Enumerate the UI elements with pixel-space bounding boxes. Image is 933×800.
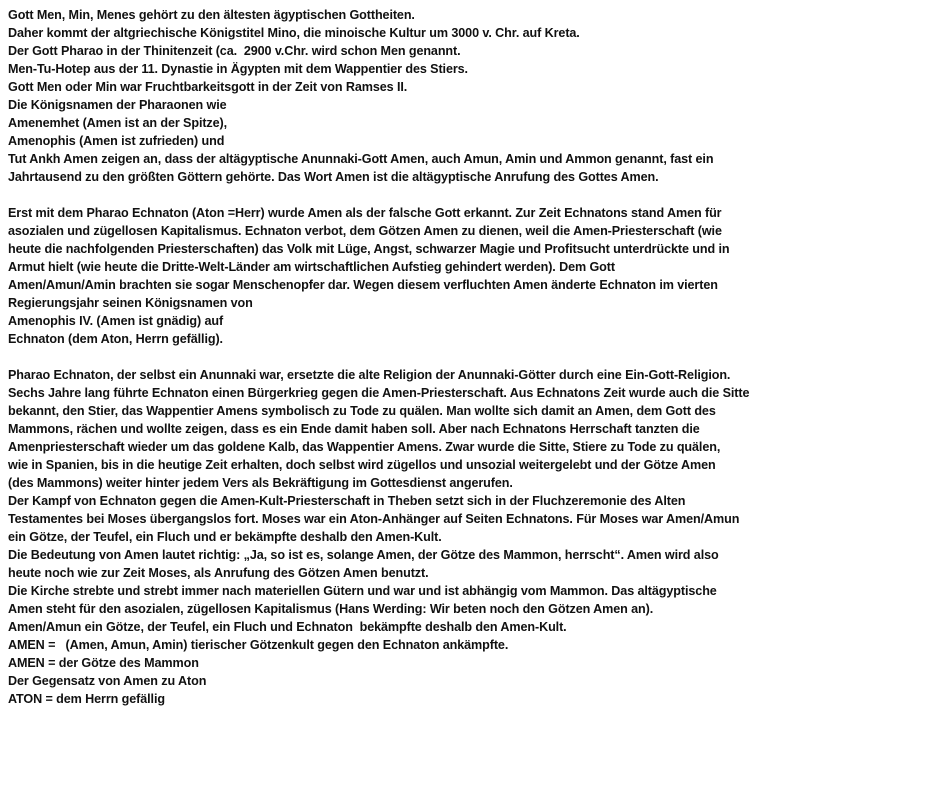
text-line: Armut hielt (wie heute die Dritte-Welt-Länder am wirtschaftlichen Aufstieg gehindert werden). Dem Gott (8, 260, 615, 274)
paragraph-2 (8, 204, 923, 348)
text-line: Jahrtausend zu den größten Göttern gehörte. Das Wort Amen ist die altägyptische Anrufung des Gottes Amen. (8, 170, 659, 184)
text-line: Men-Tu-Hotep aus der 11. Dynastie in Ägypten mit dem Wappentier des Stiers. (8, 62, 468, 76)
text-line: Der Gott Pharao in der Thinitenzeit (ca. 2900 v.Chr. wird schon Men genannt. (8, 44, 461, 58)
text-line: Gott Men oder Min war Fruchtbarkeitsgott in der Zeit von Ramses II. (8, 80, 408, 94)
text-line: Sechs Jahre lang führte Echnaton einen Bürgerkrieg gegen die Amen-Priesterschaft. Aus Echnatons Zeit wurde auch die Sitte (8, 386, 750, 400)
text-line: Regierungsjahr seinen Königsnamen von (8, 296, 253, 310)
text-line: Der Gegensatz von Amen zu Aton (8, 674, 207, 688)
text-line: Der Kampf von Echnaton gegen die Amen-Kult-Priesterschaft in Theben setzt sich in der Fluchzeremonie des Alten (8, 494, 686, 508)
text-line: heute noch wie zur Zeit Moses, als Anrufung des Götzen Amen benutzt. (8, 566, 429, 580)
text-line: heute die nachfolgenden Priesterschaften) das Volk mit Lüge, Angst, schwarzer Magie und Profitsucht unterdrückte und in (8, 242, 730, 256)
text-line: ein Götze, der Teufel, ein Fluch und er bekämpfte deshalb den Amen-Kult. (8, 530, 442, 544)
text-line: Daher kommt der altgriechische Königstitel Mino, die minoische Kultur um 3000 v. Chr. auf Kreta. (8, 26, 580, 40)
text-line: Die Königsnamen der Pharaonen wie (8, 98, 227, 112)
paragraph-spacer (8, 348, 923, 366)
text-line: ATON = dem Herrn gefällig (8, 692, 165, 706)
paragraph-3 (8, 366, 923, 708)
text-line: bekannt, den Stier, das Wappentier Amens symbolisch zu Tode zu quälen. Man wollte sich damit an Amen, dem Gott des (8, 404, 716, 418)
text-line: AMEN = der Götze des Mammon (8, 656, 199, 670)
text-line: Amenemhet (Amen ist an der Spitze), (8, 116, 228, 130)
paragraph-spacer (8, 186, 923, 204)
text-line: Pharao Echnaton, der selbst ein Anunnaki war, ersetzte die alte Religion der Anunnaki-Götter durch eine Ein-Gott-Religion. (8, 368, 731, 382)
text-line: Tut Ankh Amen zeigen an, dass der altägyptische Anunnaki-Gott Amen, auch Amun, Amin und Ammon genannt, fast ein (8, 152, 714, 166)
text-line: Amenophis IV. (Amen ist gnädig) auf (8, 314, 224, 328)
text-line: Gott Men, Min, Menes gehört zu den ältesten ägyptischen Gottheiten. (8, 8, 415, 22)
text-line: Die Kirche strebte und strebt immer nach materiellen Gütern und war und ist abhängig vom Mammon. Das altägyptische (8, 584, 717, 598)
text-line: Amen/Amun/Amin brachten sie sogar Menschenopfer dar. Wegen diesem verfluchten Amen änderte Echnaton im vierten (8, 278, 718, 292)
text-line: Testamentes bei Moses übergangslos fort. Moses war ein Aton-Anhänger auf Seiten Echnatons. Für Moses war Amen/Amun (8, 512, 740, 526)
text-line: wie in Spanien, bis in die heutige Zeit erhalten, doch selbst wird zügellos und unsozial weitergelebt und der Götze Amen (8, 458, 716, 472)
text-line: Amen steht für den asozialen, zügellosen Kapitalismus (Hans Werding: Wir beten noch den Götzen Amen an). (8, 602, 654, 616)
text-line: Die Bedeutung von Amen lautet richtig: „Ja, so ist es, solange Amen, der Götze des Mammon, herrscht“. Amen wird also (8, 548, 719, 562)
text-line: Mammons, rächen und wollte zeigen, dass es ein Ende damit haben soll. Aber nach Echnatons Herrschaft tanzten die (8, 422, 700, 436)
document-body (8, 6, 923, 708)
text-line: Amen/Amun ein Götze, der Teufel, ein Fluch und Echnaton bekämpfte deshalb den Amen-Kult. (8, 620, 567, 634)
text-line: asozialen und zügellosen Kapitalismus. Echnaton verbot, dem Götzen Amen zu dienen, weil die Amen-Priesterschaft (wie (8, 224, 722, 238)
text-line: (des Mammons) weiter hinter jedem Vers als Bekräftigung im Gottesdienst angerufen. (8, 476, 513, 490)
paragraph-1 (8, 6, 923, 186)
text-line: Amenophis (Amen ist zufrieden) und (8, 134, 225, 148)
text-line: Erst mit dem Pharao Echnaton (Aton =Herr) wurde Amen als der falsche Gott erkannt. Zur Zeit Echnatons stand Amen für (8, 206, 722, 220)
text-line: AMEN = (Amen, Amun, Amin) tierischer Götzenkult gegen den Echnaton ankämpfte. (8, 638, 509, 652)
text-line: Amenpriesterschaft wieder um das goldene Kalb, das Wappentier Amens. Zwar wurde die Sitte, Stiere zu Tode zu quälen, (8, 440, 721, 454)
text-line: Echnaton (dem Aton, Herrn gefällig). (8, 332, 223, 346)
